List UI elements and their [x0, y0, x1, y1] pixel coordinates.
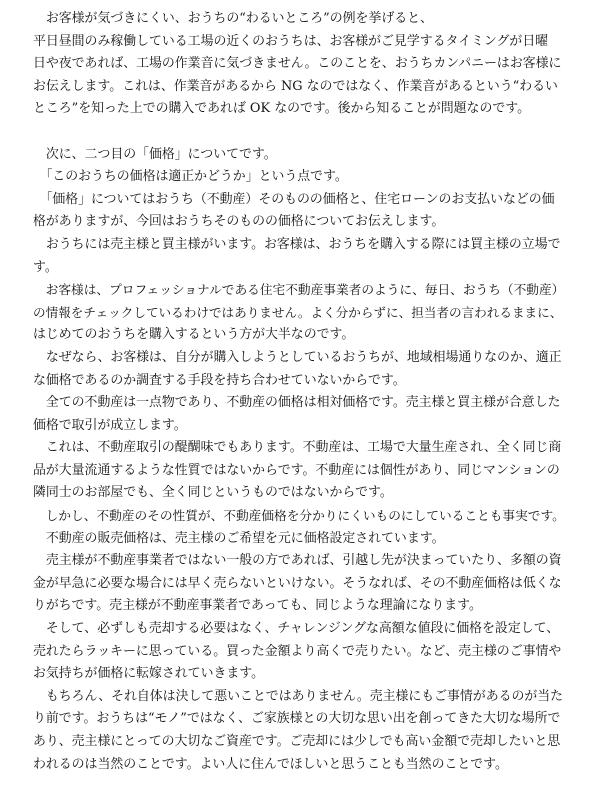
- text-line: り前です。おうちは“モノ”ではなく、ご家族様との大切な思い出を創ってきた大切な場所で: [33, 711, 561, 727]
- text-line: の情報をチェックしているわけではありません。よく分からずに、担当者の言われるままに、: [33, 304, 563, 320]
- text-line: 隣同士のお部屋でも、全く同じというものではないからです。: [33, 485, 393, 501]
- text-line: 金が早急に必要な場合には早く売らないといけない。そうなれば、その不動産価格は低くな: [33, 575, 562, 591]
- text-line: お伝えします。これは、作業音があるから NG なのではなく、作業音があるという“わるい: [33, 78, 558, 94]
- text-line: 次に、二つ目の「価格」についてです。: [33, 146, 277, 162]
- text-line: 平日昼間のみ稼働している工場の近くのおうちは、お客様がご見学するタイミングが日曜: [33, 33, 549, 49]
- text-line: お客様が気づきにくい、おうちの“わるいところ”の例を挙げると、: [33, 11, 433, 26]
- text-line: 「価格」についてはおうち（不動産）そのものの価格と、住宅ローンのお支払いなどの価: [33, 191, 555, 207]
- document-body: [33, 8, 565, 776]
- text-line: はじめてのおうちを購入するという方が大半なのです。: [33, 327, 355, 343]
- text-line: な価格であるのか調査する手段を持ち合わせていないからです。: [33, 372, 406, 388]
- text-line: 日や夜であれば、工場の作業音に気づきません。このことを、おうちカンパニーはお客様に: [33, 56, 562, 72]
- text-line: おうちには売主様と買主様がいます。お客様は、おうちを購入する際には買主様の立場で: [33, 236, 561, 252]
- text-line: お客様は、プロフェッショナルである住宅不動産事業者のように、毎日、おうち（不動産）: [33, 282, 565, 298]
- text-line: 品が大量流通するような性質ではないからです。不動産には個性があり、同じマンションの: [33, 462, 560, 478]
- text-line: 格がありますが、今回はおうちそのものの価格についてお伝えします。: [33, 214, 445, 230]
- text-line: 価格で取引が成立します。: [33, 417, 187, 433]
- text-line: しかし、不動産のその性質が、不動産価格を分かりにくいものにしていることも事実です。: [33, 508, 565, 524]
- text-line: もちろん、それ自体は決して悪いことではありません。売主様にもご事情があるのが当た: [33, 688, 564, 704]
- text-line: われるのは当然のことです。よい人に住んでほしいと思うことも当然のことです。: [33, 756, 508, 772]
- text-line: あり、売主様にとっての大切なご資産です。ご売却には少しでも高い金額で売却したいと思: [33, 734, 561, 749]
- text-line: ところ”を知った上での購入であれば OK なのです。後から知ることが問題なのです。: [33, 101, 530, 117]
- text-line: これは、不動産取引の醍醐味でもあります。不動産は、工場で大量生産され、全く同じ商: [33, 440, 562, 456]
- text-line: お気持ちが価格に転嫁されていきます。: [33, 666, 264, 682]
- text-line: 全ての不動産は一点物であり、不動産の価格は相対価格です。売主様と買主様が合意した: [33, 395, 561, 411]
- text-line: そして、必ずしも売却する必要はなく、チャレンジングな高額な値段に価格を設定して、: [33, 621, 560, 637]
- text-line: りがちです。売主様が不動産事業者であっても、同じような理論になります。: [33, 598, 482, 614]
- text-line: す。: [33, 259, 58, 275]
- blank-line: [33, 121, 565, 144]
- text-line: 売れたらラッキーに思っている。買った金額より高くで売りたい。など、売主様のご事情や: [33, 643, 562, 659]
- text-line: なぜなら、お客様は、自分が購入しようとしているおうちが、地域相場通りなのか、適正: [33, 349, 562, 365]
- text-line: 売主様が不動産事業者ではない一般の方であれば、引越し先が決まっていたり、多額の資: [33, 553, 562, 569]
- text-line: 「このおうちの価格は適正かどうか」という点です。: [33, 169, 348, 185]
- text-line: 不動産の販売価格は、売主様のご希望を元に価格設定されています。: [33, 530, 445, 546]
